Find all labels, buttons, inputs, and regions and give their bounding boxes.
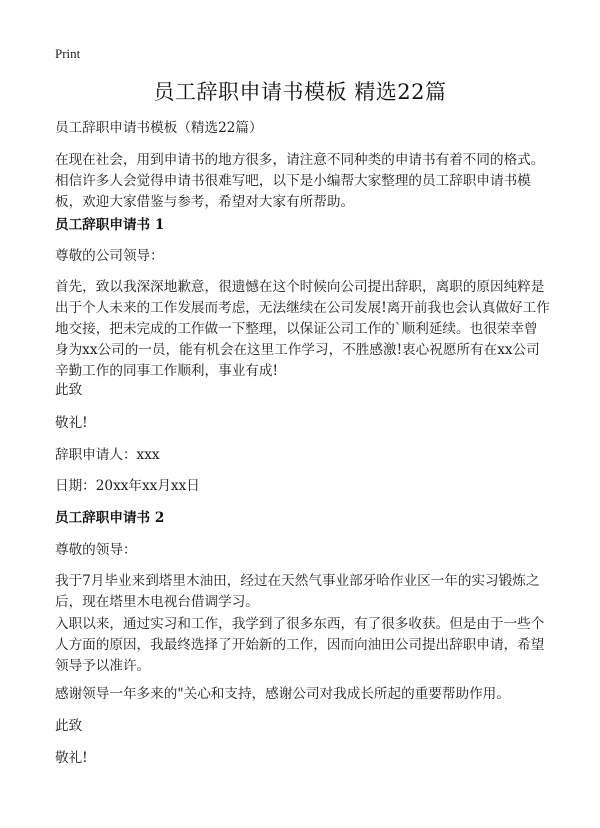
letter1-date: 日期：20xx年xx月xx日 <box>55 478 200 494</box>
letter2-heading: 员工辞职申请书 2 <box>55 510 165 526</box>
letter1-applicant: 辞职申请人：xxx <box>55 447 160 463</box>
letter2-paragraph-3: 感谢领导一年多来的"关心和支持，感谢公司对我成长所起的重要帮助作用。 <box>55 686 510 702</box>
letter1-body: 首先，致以我深深地歉意，很遗憾在这个时候向公司提出辞职，离职的原因纯粹是出于个人未来的工作发展而考虑，无法继续在公司发展!离开前我也会认真做好工作地交接，把未完成的工作做一下整理，以保证公司工作的`顺利延续。也很荣幸曾身为xx公司的一员，能有机会在这里工作学习，不胜感激!衷心祝愿所有在xx公司辛勤工作的同事工作顺利，事业有成! <box>55 279 550 379</box>
letter1-greeting: 尊敬的公司领导： <box>55 248 164 264</box>
page-title: 员工辞职申请书模板 精选22篇 <box>153 80 447 104</box>
intro-paragraph: 在现在社会，用到申请书的地方很多，请注意不同种类的申请书有着不同的格式。相信许多人会觉得申请书很难写吧，以下是小编帮大家整理的员工辞职申请书模板，欢迎大家借鉴与参考，希望对大家有所帮助。 <box>55 152 545 210</box>
letter1-heading: 员工辞职申请书 1 <box>55 217 165 233</box>
letter2-closing-2: 敬礼! <box>55 750 88 766</box>
letter1-closing-1: 此致 <box>55 382 83 398</box>
letter1-closing-2: 敬礼! <box>55 415 88 431</box>
letter2-paragraph-2: 入职以来，通过实习和工作，我学到了很多东西，有了很多收获。但是由于一些个人方面的原因，我最终选择了开始新的工作，因而向油田公司提出辞职申请，希望领导予以准许。 <box>55 616 545 674</box>
letter2-greeting: 尊敬的领导： <box>55 542 137 558</box>
print-link[interactable]: Print <box>55 46 81 61</box>
document-subtitle: 员工辞职申请书模板（精选22篇） <box>55 120 263 136</box>
letter2-closing-1: 此致 <box>55 718 83 734</box>
letter2-paragraph-1: 我于7月毕业来到塔里木油田，经过在天然气事业部牙哈作业区一年的实习锻炼之后，现在塔里木电视台借调学习。 <box>55 573 540 610</box>
